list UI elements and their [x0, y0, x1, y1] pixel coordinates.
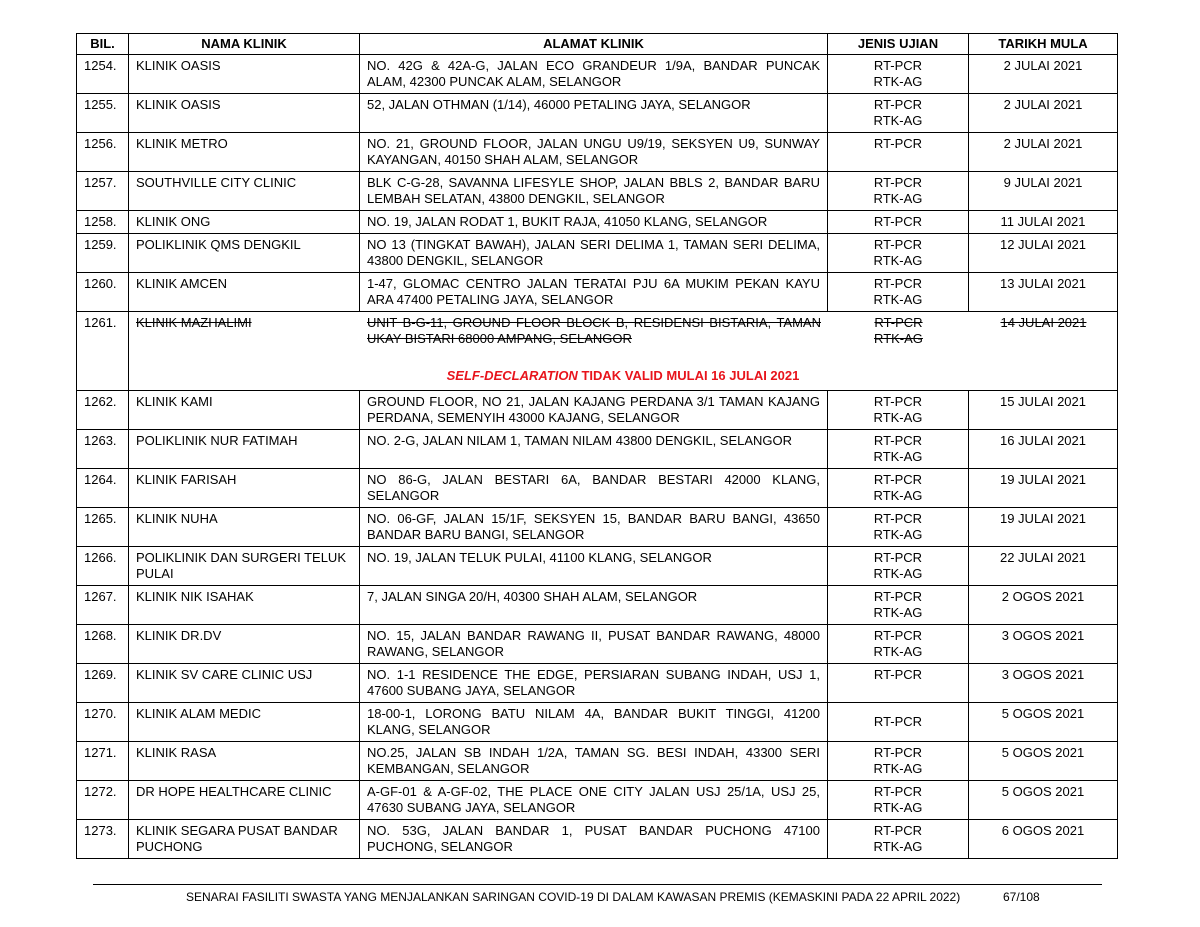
row-clinic-address: NO. 21, GROUND FLOOR, JALAN UNGU U9/19, SEKSYEN U9, SUNWAY KAYANGAN, 40150 SHAH ALAM, SELANGOR — [360, 133, 828, 172]
row-test-types — [828, 586, 969, 625]
test-type: RTK-AG — [873, 410, 923, 425]
row-bil: 1269. — [77, 664, 129, 703]
struck-date: 14 JULAI 2021 — [1000, 315, 1087, 330]
row-bil: 1260. — [77, 273, 129, 312]
page-number: 67/108 — [1003, 890, 1040, 904]
row-test-types — [828, 55, 969, 94]
row-start-date: 19 JULAI 2021 — [969, 469, 1118, 508]
row-start-date: 6 OGOS 2021 — [969, 820, 1118, 859]
row-clinic-address: NO. 53G, JALAN BANDAR 1, PUSAT BANDAR PUCHONG 47100 PUCHONG, SELANGOR — [360, 820, 828, 859]
header-alamat-klinik: ALAMAT KLINIK — [360, 34, 828, 55]
row-clinic-name: KLINIK METRO — [129, 133, 360, 172]
row-start-date: 3 OGOS 2021 — [969, 625, 1118, 664]
row-bil: 1264. — [77, 469, 129, 508]
row-bil: 1273. — [77, 820, 129, 859]
row-clinic-name: SOUTHVILLE CITY CLINIC — [129, 172, 360, 211]
row-bil: 1267. — [77, 586, 129, 625]
row-clinic-address: GROUND FLOOR, NO 21, JALAN KAJANG PERDANA 3/1 TAMAN KAJANG PERDANA, SEMENYIH 43000 KAJANG, SELANGOR — [360, 391, 828, 430]
row-clinic-address: NO. 19, JALAN RODAT 1, BUKIT RAJA, 41050 KLANG, SELANGOR — [360, 211, 828, 234]
table-row — [77, 625, 1118, 664]
row-clinic-name: KLINIK RASA — [129, 742, 360, 781]
test-type: RT-PCR — [873, 823, 923, 838]
struck-test-2: RTK-AG — [874, 331, 923, 346]
table-body-bottom — [77, 391, 1118, 859]
row-clinic-name: KLINIK ALAM MEDIC — [129, 703, 360, 742]
struck-address: UNIT B-G-11, GROUND FLOOR BLOCK B, RESIDENSI BISTARIA, TAMAN UKAY BISTARI 68000 AMPANG, SELANGOR — [367, 315, 821, 346]
row-clinic-address: NO. 06-GF, JALAN 15/1F, SEKSYEN 15, BANDAR BARU BANGI, 43650 BANDAR BARU BANGI, SELANGOR — [360, 508, 828, 547]
row-start-date: 5 OGOS 2021 — [969, 742, 1118, 781]
invalid-notice — [129, 368, 1117, 390]
table-row-struck — [77, 312, 1118, 391]
row-start-date: 16 JULAI 2021 — [969, 430, 1118, 469]
test-type: RTK-AG — [873, 292, 923, 307]
row-clinic-name: DR HOPE HEALTHCARE CLINIC — [129, 781, 360, 820]
row-start-date: 22 JULAI 2021 — [969, 547, 1118, 586]
row-start-date: 15 JULAI 2021 — [969, 391, 1118, 430]
row-clinic-name: KLINIK ONG — [129, 211, 360, 234]
row-start-date: 2 JULAI 2021 — [969, 94, 1118, 133]
row-clinic-name: KLINIK AMCEN — [129, 273, 360, 312]
row-clinic-address: 1-47, GLOMAC CENTRO JALAN TERATAI PJU 6A MUKIM PEKAN KAYU ARA 47400 PETALING JAYA, SELANGOR — [360, 273, 828, 312]
row-clinic-name: POLIKLINIK NUR FATIMAH — [129, 430, 360, 469]
row-bil: 1262. — [77, 391, 129, 430]
row-clinic-address: NO. 2-G, JALAN NILAM 1, TAMAN NILAM 43800 DENGKIL, SELANGOR — [360, 430, 828, 469]
test-type: RTK-AG — [873, 644, 923, 659]
row-test-types — [828, 703, 969, 742]
row-clinic-address: 7, JALAN SINGA 20/H, 40300 SHAH ALAM, SELANGOR — [360, 586, 828, 625]
test-type: RTK-AG — [873, 605, 923, 620]
row-clinic-address: NO. 42G & 42A-G, JALAN ECO GRANDEUR 1/9A, BANDAR PUNCAK ALAM, 42300 PUNCAK ALAM, SELANGOR — [360, 55, 828, 94]
struck-inner — [129, 312, 1118, 350]
table-row — [77, 133, 1118, 172]
row-start-date: 5 OGOS 2021 — [969, 703, 1118, 742]
struck-tests — [828, 312, 969, 350]
row-bil: 1265. — [77, 508, 129, 547]
test-type: RT-PCR — [873, 433, 923, 448]
row-clinic-address: 18-00-1, LORONG BATU NILAM 4A, BANDAR BUKIT TINGGI, 41200 KLANG, SELANGOR — [360, 703, 828, 742]
row-clinic-name: KLINIK OASIS — [129, 94, 360, 133]
header-bil: BIL. — [77, 34, 129, 55]
test-type: RT-PCR — [873, 58, 923, 73]
test-type: RT-PCR — [873, 394, 923, 409]
header-jenis-ujian: JENIS UJIAN — [828, 34, 969, 55]
row-clinic-address: A-GF-01 & A-GF-02, THE PLACE ONE CITY JALAN USJ 25/1A, USJ 25, 47630 SUBANG JAYA, SELANGOR — [360, 781, 828, 820]
table-row — [77, 211, 1118, 234]
header-nama-klinik: NAMA KLINIK — [129, 34, 360, 55]
test-type: RTK-AG — [873, 449, 923, 464]
notice-rest: TIDAK VALID MULAI 16 JULAI 2021 — [577, 368, 800, 383]
row-clinic-name: KLINIK SV CARE CLINIC USJ — [129, 664, 360, 703]
table-row — [77, 469, 1118, 508]
test-type: RT-PCR — [873, 550, 923, 565]
row-clinic-name: KLINIK KAMI — [129, 391, 360, 430]
row-bil: 1254. — [77, 55, 129, 94]
row-clinic-name: POLIKLINIK QMS DENGKIL — [129, 234, 360, 273]
test-type: RTK-AG — [873, 113, 923, 128]
table-row — [77, 430, 1118, 469]
notice-italic: SELF-DECLARATION — [446, 368, 578, 383]
table-header-row — [77, 34, 1118, 55]
row-clinic-name: KLINIK SEGARA PUSAT BANDAR PUCHONG — [129, 820, 360, 859]
table-row — [77, 391, 1118, 430]
clinic-table — [76, 33, 1118, 859]
row-test-types — [828, 469, 969, 508]
table-row — [77, 781, 1118, 820]
test-type: RTK-AG — [873, 761, 923, 776]
row-test-types — [828, 781, 969, 820]
test-type: RT-PCR — [873, 214, 923, 229]
row-clinic-name: KLINIK NUHA — [129, 508, 360, 547]
test-type: RT-PCR — [873, 97, 923, 112]
row-test-types — [828, 430, 969, 469]
table-row — [77, 508, 1118, 547]
test-type: RT-PCR — [873, 714, 923, 729]
row-start-date: 12 JULAI 2021 — [969, 234, 1118, 273]
row-bil: 1266. — [77, 547, 129, 586]
test-type: RT-PCR — [873, 276, 923, 291]
row-clinic-name: KLINIK FARISAH — [129, 469, 360, 508]
row-test-types — [828, 391, 969, 430]
row-test-types — [828, 172, 969, 211]
row-start-date: 2 JULAI 2021 — [969, 55, 1118, 94]
test-type: RTK-AG — [873, 253, 923, 268]
test-type: RT-PCR — [873, 472, 923, 487]
row-test-types — [828, 133, 969, 172]
row-start-date: 5 OGOS 2021 — [969, 781, 1118, 820]
table-row — [77, 234, 1118, 273]
row-bil: 1256. — [77, 133, 129, 172]
row-clinic-address: 52, JALAN OTHMAN (1/14), 46000 PETALING JAYA, SELANGOR — [360, 94, 828, 133]
row-start-date: 13 JULAI 2021 — [969, 273, 1118, 312]
test-type: RT-PCR — [873, 175, 923, 190]
row-bil: 1259. — [77, 234, 129, 273]
test-type: RTK-AG — [873, 74, 923, 89]
test-type: RTK-AG — [873, 800, 923, 815]
row-test-types — [828, 742, 969, 781]
test-type: RT-PCR — [873, 136, 923, 151]
footer-text: SENARAI FASILITI SWASTA YANG MENJALANKAN SARINGAN COVID-19 DI DALAM KAWASAN PREMIS (KEMASKINI PADA 22 APRIL 2022) — [186, 890, 961, 904]
row-test-types — [828, 547, 969, 586]
row-test-types — [828, 273, 969, 312]
row-bil: 1257. — [77, 172, 129, 211]
row-test-types — [828, 664, 969, 703]
table-body-struck — [77, 312, 1118, 391]
struck-name: KLINIK MAZHALIMI — [136, 315, 252, 330]
table-row — [77, 94, 1118, 133]
row-start-date: 2 JULAI 2021 — [969, 133, 1118, 172]
row-clinic-name: POLIKLINIK DAN SURGERI TELUK PULAI — [129, 547, 360, 586]
row-clinic-name: KLINIK DR.DV — [129, 625, 360, 664]
row-clinic-address: NO. 19, JALAN TELUK PULAI, 41100 KLANG, SELANGOR — [360, 547, 828, 586]
struck-content — [129, 312, 1118, 391]
test-type: RT-PCR — [873, 511, 923, 526]
row-bil: 1270. — [77, 703, 129, 742]
row-test-types — [828, 820, 969, 859]
test-type: RTK-AG — [873, 488, 923, 503]
table-row — [77, 742, 1118, 781]
table-row — [77, 703, 1118, 742]
row-bil: 1258. — [77, 211, 129, 234]
row-clinic-address: NO 86-G, JALAN BESTARI 6A, BANDAR BESTARI 42000 KLANG, SELANGOR — [360, 469, 828, 508]
row-start-date: 9 JULAI 2021 — [969, 172, 1118, 211]
row-start-date: 19 JULAI 2021 — [969, 508, 1118, 547]
test-type: RTK-AG — [873, 566, 923, 581]
test-type: RT-PCR — [873, 784, 923, 799]
test-type: RT-PCR — [873, 237, 923, 252]
header-tarikh-mula: TARIKH MULA — [969, 34, 1118, 55]
table-row — [77, 172, 1118, 211]
row-start-date: 2 OGOS 2021 — [969, 586, 1118, 625]
test-type: RT-PCR — [873, 667, 923, 682]
row-start-date: 3 OGOS 2021 — [969, 664, 1118, 703]
row-start-date: 11 JULAI 2021 — [969, 211, 1118, 234]
row-test-types — [828, 94, 969, 133]
table-row — [77, 820, 1118, 859]
row-bil: 1263. — [77, 430, 129, 469]
test-type: RT-PCR — [873, 745, 923, 760]
row-clinic-name: KLINIK NIK ISAHAK — [129, 586, 360, 625]
test-type: RT-PCR — [873, 589, 923, 604]
table-row — [77, 586, 1118, 625]
table-row — [77, 664, 1118, 703]
row-bil: 1271. — [77, 742, 129, 781]
row-test-types — [828, 211, 969, 234]
struck-inner-row — [129, 312, 1118, 350]
struck-bil: 1261. — [77, 312, 129, 391]
row-test-types — [828, 625, 969, 664]
row-clinic-address: NO. 15, JALAN BANDAR RAWANG II, PUSAT BANDAR RAWANG, 48000 RAWANG, SELANGOR — [360, 625, 828, 664]
table-body-top — [77, 55, 1118, 312]
test-type: RTK-AG — [873, 839, 923, 854]
test-type: RTK-AG — [873, 191, 923, 206]
row-clinic-address: BLK C-G-28, SAVANNA LIFESYLE SHOP, JALAN BBLS 2, BANDAR BARU LEMBAH SELATAN, 43800 DENGKIL, SELANGOR — [360, 172, 828, 211]
row-clinic-address: NO. 1-1 RESIDENCE THE EDGE, PERSIARAN SUBANG INDAH, USJ 1, 47600 SUBANG JAYA, SELANGOR — [360, 664, 828, 703]
test-type: RT-PCR — [873, 628, 923, 643]
struck-test-1: RT-PCR — [874, 315, 923, 330]
row-bil: 1272. — [77, 781, 129, 820]
test-type: RTK-AG — [873, 527, 923, 542]
row-bil: 1255. — [77, 94, 129, 133]
row-clinic-address: NO.25, JALAN SB INDAH 1/2A, TAMAN SG. BESI INDAH, 43300 SERI KEMBANGAN, SELANGOR — [360, 742, 828, 781]
table-row — [77, 547, 1118, 586]
footer-rule — [93, 884, 1102, 885]
row-test-types — [828, 508, 969, 547]
table-row — [77, 55, 1118, 94]
table-row — [77, 273, 1118, 312]
row-clinic-name: KLINIK OASIS — [129, 55, 360, 94]
row-test-types — [828, 234, 969, 273]
row-bil: 1268. — [77, 625, 129, 664]
row-clinic-address: NO 13 (TINGKAT BAWAH), JALAN SERI DELIMA 1, TAMAN SERI DELIMA, 43800 DENGKIL, SELANGOR — [360, 234, 828, 273]
